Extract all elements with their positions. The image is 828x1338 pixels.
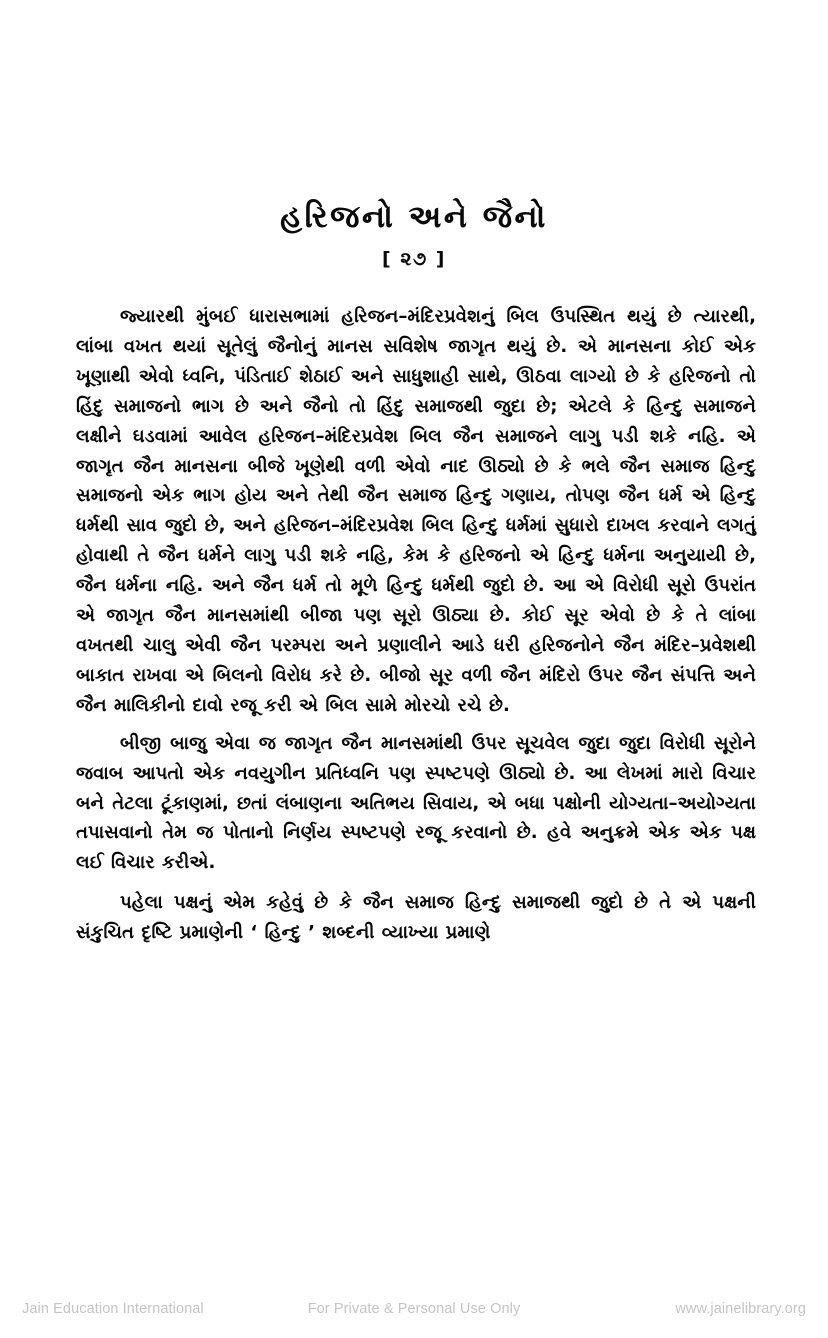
body-paragraph: જ્યારથી મુંબઈ ધારાસભામાં હરિજન–મંદિરપ્રવેશનું બિલ ઉપસ્થિત થયું છે ત્યારથી, લાંબા વખત થયાં સૂતેલું જૈનોનું માનસ સવિશેષ જાગૃત થયું છે. એ માનસના કોઈ એક ખૂણાથી એવો ધ્વનિ, પંડિતાઈ શેઠાઈ અને સાધુશાહી સાથે, ઊઠવા લાગ્યો છે કે હરિજનો તો હિંદુ સમાજનો ભાગ છે અને જૈનો તો હિંદુ સમાજથી જુદા છે; એટલે કે હિન્દુ સમાજને લક્ષીને ઘડવામાં આવેલ હરિજન–મંદિરપ્રવેશ બિલ જૈન સમાજને લાગુ પડી શકે નહિ. એ જાગૃત જૈન માનસના બીજે ખૂણેથી વળી એવો નાદ ઊઠ્યો છે કે ભલે જૈન સમાજ હિન્દુ સમાજનો એક ભાગ હોય અને તેથી જૈન સમાજ હિન્દુ ગણાય, તોપણ જૈન ધર્મ એ હિન્દુ ધર્મથી સાવ જુદો છે, અને હરિજન–મંદિરપ્રવેશ બિલ હિન્દુ ધર્મમાં સુધારો દાખલ કરવાને લગતું હોવાથી તે જૈન ધર્મને લાગુ પડી શકે નહિ, કેમ કે હરિજનો એ હિન્દુ ધર્મના અનુયાયી છે, જૈન ધર્મના નહિ. અને જૈન ધર્મ તો મૂળે હિન્દુ ધર્મથી જુદો છે. આ એ વિરોધી સૂરો ઉપરાંત એ જાગૃત જૈન માનસમાંથી બીજા પણ સૂરો ઊઠ્યા છે. કોઈ સૂર એવો છે કે તે લાંબા વખતથી ચાલુ એવી જૈન પરમ્પરા અને પ્રણાલીને આડે ધરી હરિજનોને જૈન મંદિર–પ્રવેશથી બાકાત રાખવા એ બિલનો વિરોધ કરે છે. બીજો સૂર વળી જૈન મંદિરો ઉપર જૈન સંપત્તિ અને જૈન માલિકીનો દાવો રજૂ કરી એ બિલ સામે મોરચો રચે છે. [76,306,756,716]
footer-website-link[interactable]: www.jainelibrary.org [675,1301,806,1317]
page-title: હરિજનો અને જૈનો [280,198,548,235]
body-text-column [76,302,756,948]
section-number: [ ૨૭ ] [382,248,446,270]
footer-organization: Jain Education International [22,1301,204,1317]
page-footer [0,1297,828,1321]
footer-usage-notice: For Private & Personal Use Only [307,1301,521,1317]
body-paragraph: પહેલા પક્ષનું એમ કહેવું છે કે જૈન સમાજ હિન્દુ સમાજથી જુદો છે તે એ પક્ષની સંકુચિત દૃષ્ટિ પ્રમાણેની ‘ હિન્દુ ’ શબ્દની વ્યાખ્યા પ્રમાણે [76,892,756,944]
body-paragraph: બીજી બાજુ એવા જ જાગૃત જૈન માનસમાંથી ઉપર સૂચવેલ જુદા જુદા વિરોધી સૂરોને જવાબ આપતો એક નવયુગીન પ્રતિધ્વનિ પણ સ્પષ્ટપણે ઊઠ્યો છે. આ લેખમાં મારો વિચાર બને તેટલા ટૂંકાણમાં, છતાં લંબાણના અતિભય સિવાય, એ બધા પક્ષોની યોગ્યતા–અયોગ્યતા તપાસવાનો તેમ જ પોતાનો નિર્ણય સ્પષ્ટપણે રજૂ કરવાનો છે. હવે અનુક્રમે એક એક પક્ષ લઈ વિચાર કરીએ. [76,732,756,874]
